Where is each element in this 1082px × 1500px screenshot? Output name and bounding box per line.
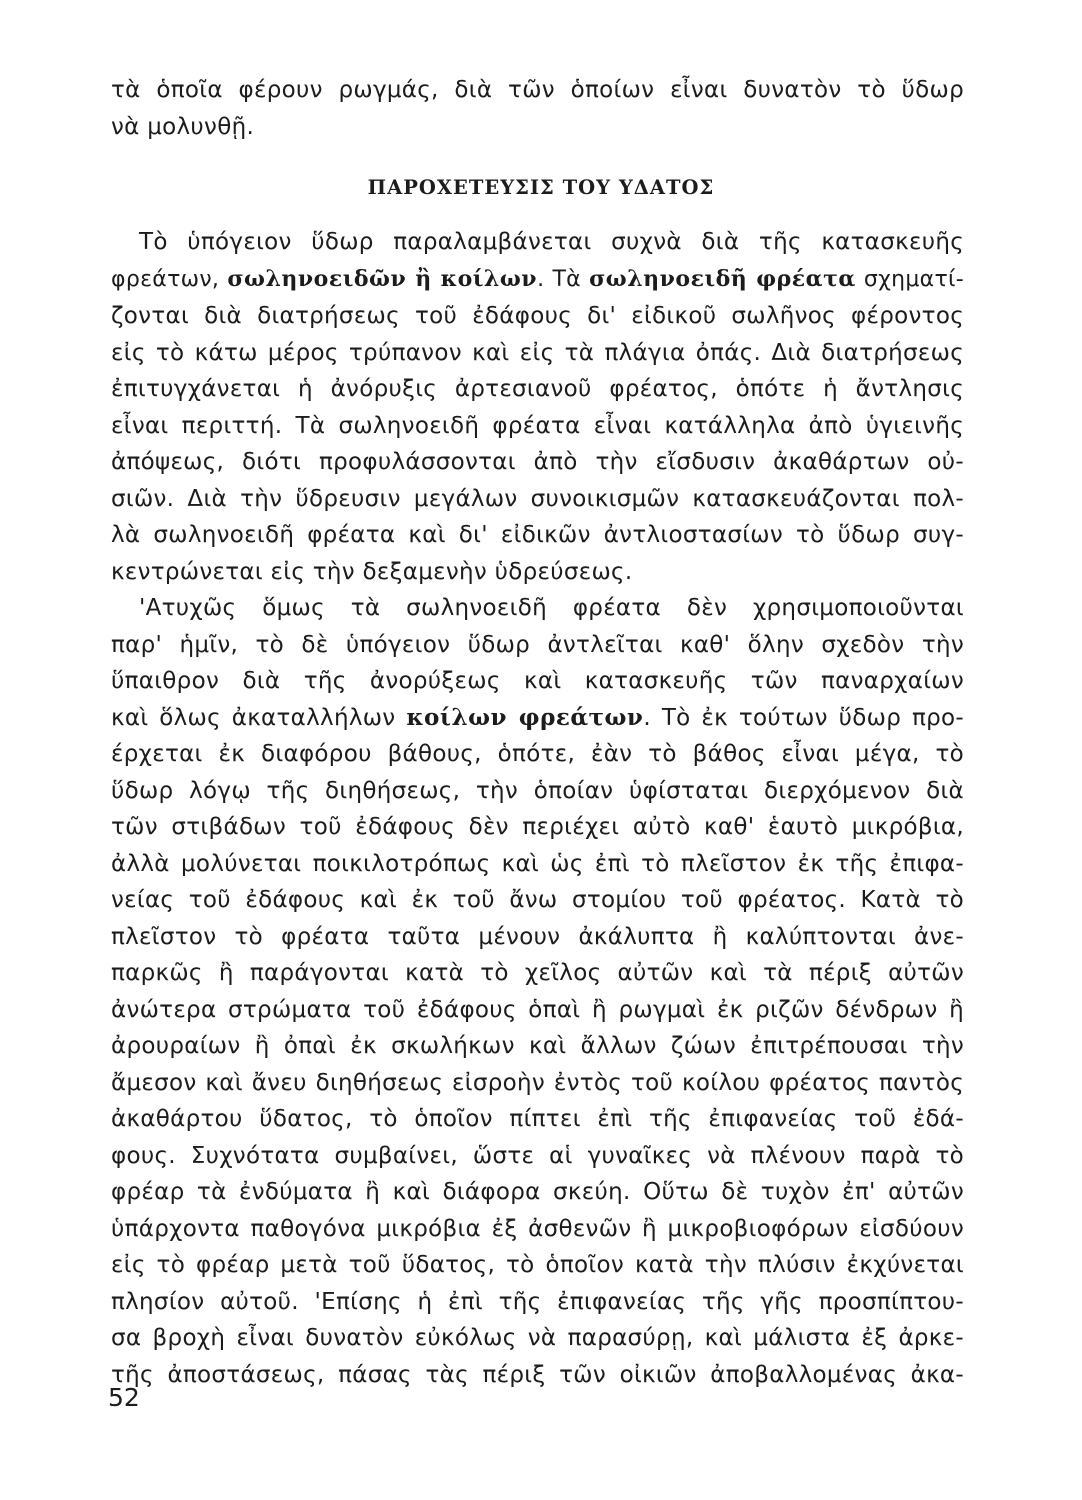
text-run: φρεάτων, [111, 266, 228, 292]
text-line: φους. Συχνότατα συμβαίνει, ὥστε αἱ γυναῖκες νὰ πλένουν παρὰ τὸ [111, 1142, 964, 1169]
text-line: ἀρουραίων ἢ ὀπαὶ ἐκ σκωλήκων καὶ ἄλλων ζώων ἐπιτρέπουσαι τὴν [111, 1033, 964, 1059]
text-line: πλεῖστον τὸ φρέατα ταῦτα μένουν ἀκάλυπτα ἢ καλύπτονται ἀνε- [111, 923, 964, 950]
text-line: ἐπιτυγχάνεται ἡ ἀνόρυξις ἀρτεσιανοῦ φρέατος, ὁπότε ἡ ἄντλησις [111, 376, 964, 402]
intro-paragraph [111, 72, 964, 145]
bold-term: σωληνοειδῶν ἢ κοίλων [227, 265, 538, 292]
text-line: ἀπόψεως, διότι προφυλάσσονται ἀπὸ τὴν εἴσδυσιν ἀκαθάρτων οὐ- [111, 449, 964, 475]
bold-term: σωληνοειδῆ φρέατα [589, 265, 856, 292]
text-line [111, 700, 964, 737]
text-line: 'Ατυχῶς ὅμως τὰ σωληνοειδῆ φρέατα δὲν χρησιμοποιοῦνται [139, 595, 964, 621]
text-line [111, 261, 964, 299]
text-run: . Τὰ [537, 266, 590, 292]
text-line: ἀλλὰ μολύνεται ποικιλοτρόπως καὶ ὡς ἐπὶ τὸ πλεῖστον ἐκ τῆς ἐπιφα- [111, 850, 964, 877]
page-number: 52 [108, 1383, 140, 1412]
text-line: λὰ σωληνοειδῆ φρέατα καὶ δι' εἰδικῶν ἀντλιοστασίων τὸ ὕδωρ συγ- [111, 522, 964, 548]
section-heading: ΠΑΡΟΧΕΤΕΥΣΙΣ ΤΟΥ ΥΔΑΤΟΣ [367, 176, 715, 199]
text-line: παρ' ἡμῖν, τὸ δὲ ὑπόγειον ὕδωρ ἀντλεῖται καθ' ὅλην σχεδὸν τὴν [111, 631, 964, 658]
text-run: σχηματί- [855, 266, 965, 292]
text-line: εἰς τὸ κάτω μέρος τρύπανον καὶ εἰς τὰ πλάγια ὀπάς. Διὰ διατρήσεως [111, 339, 964, 366]
text-line: Τὸ ὑπόγειον ὕδωρ παραλαμβάνεται συχνὰ διὰ τῆς κατασκευῆς [139, 229, 964, 255]
text-line: κεντρώνεται εἰς τὴν δεξαμενὴν ὑδρεύσεως. [111, 558, 633, 585]
text-line: ὑπάρχοντα παθογόνα μικρόβια ἐξ ἀσθενῶν ἢ μικροβιοφόρων εἰσδύουν [111, 1215, 964, 1242]
text-line: σιῶν. Διὰ τὴν ὕδρευσιν μεγάλων συνοικισμῶν κατασκευάζονται πολ- [111, 485, 964, 512]
text-line: έρχεται ἐκ διαφόρου βάθους, ὁπότε, ἐὰν τὸ βάθος εἶναι μέγα, τὸ [111, 741, 964, 767]
text-line: πλησίον αὐτοῦ. 'Επίσης ἡ ἐπὶ τῆς ἐπιφανείας τῆς γῆς προσπίπτου- [111, 1288, 964, 1315]
text-line: ὕπαιθρον διὰ τῆς ἀνορύξεως καὶ κατασκευῆς τῶν παναρχαίων [111, 668, 964, 694]
text-line: τῶν στιβάδων τοῦ ἐδάφους δὲν περιέχει αὐτὸ καθ' ἑαυτὸ μικρόβια, [111, 814, 964, 840]
text-line: τῆς ἀποστάσεως, πάσας τὰς πέριξ τῶν οἰκιῶν ἀποβαλλομένας ἀκα- [111, 1361, 964, 1388]
text-line: νὰ μολυνθῇ. [111, 113, 255, 140]
text-line: ὕδωρ λόγῳ τῆς διηθήσεως, τὴν ὁποίαν ὑφίσταται διερχόμενον διὰ [111, 777, 964, 804]
bold-term: κοίλων φρεάτων [406, 703, 644, 731]
text-line: ζονται διὰ διατρήσεως τοῦ ἐδάφους δι' εἰδικοῦ σωλῆνος φέροντος [111, 303, 964, 329]
text-line: σα βροχὴ εἶναι δυνατὸν εὐκόλως νὰ παρασύρῃ, καὶ μάλιστα ἐξ ἀρκε- [111, 1325, 964, 1351]
text-line: νείας τοῦ ἐδάφους καὶ ἐκ τοῦ ἄνω στομίου τοῦ φρέατος. Κατὰ τὸ [111, 887, 964, 913]
text-line: ἀκαθάρτου ὕδατος, τὸ ὁποῖον πίπτει ἐπὶ τῆς ἐπιφανείας τοῦ ἐδά- [111, 1106, 964, 1132]
section-body [111, 224, 964, 1393]
text-line: εἰς τὸ φρέαρ μετὰ τοῦ ὕδατος, τὸ ὁποῖον κατὰ τὴν πλύσιν ἐκχύνεται [111, 1252, 964, 1278]
text-run: καὶ ὅλως ἀκαταλλήλων [111, 704, 407, 731]
text-line: εἶναι περιττή. Τὰ σωληνοειδῆ φρέατα εἶναι κατάλληλα ἀπὸ ὑγιεινῆς [111, 412, 964, 439]
text-run: . Τὸ ἐκ τούτων ὕδωρ προ- [643, 704, 964, 731]
text-line: ἄμεσον καὶ ἄνευ διηθήσεως εἰσροὴν ἐντὸς τοῦ κοίλου φρέατος παντὸς [111, 1069, 964, 1096]
text-line: ἀνώτερα στρώματα τοῦ ἐδάφους ὁπαὶ ἢ ρωγμαὶ ἐκ ριζῶν δένδρων ἢ [111, 996, 964, 1023]
text-line: φρέαρ τὰ ἐνδύματα ἢ καὶ διάφορα σκεύη. Οὕτω δὲ τυχὸν ἐπ' αὐτῶν [111, 1179, 964, 1205]
text-line: παρκῶς ἢ παράγονται κατὰ τὸ χεῖλος αὐτῶν καὶ τὰ πέριξ αὐτῶν [111, 960, 964, 986]
text-line: τὰ ὁποῖα φέρουν ρωγμάς, διὰ τῶν ὁποίων εἶναι δυνατὸν τὸ ὕδωρ [111, 77, 964, 103]
